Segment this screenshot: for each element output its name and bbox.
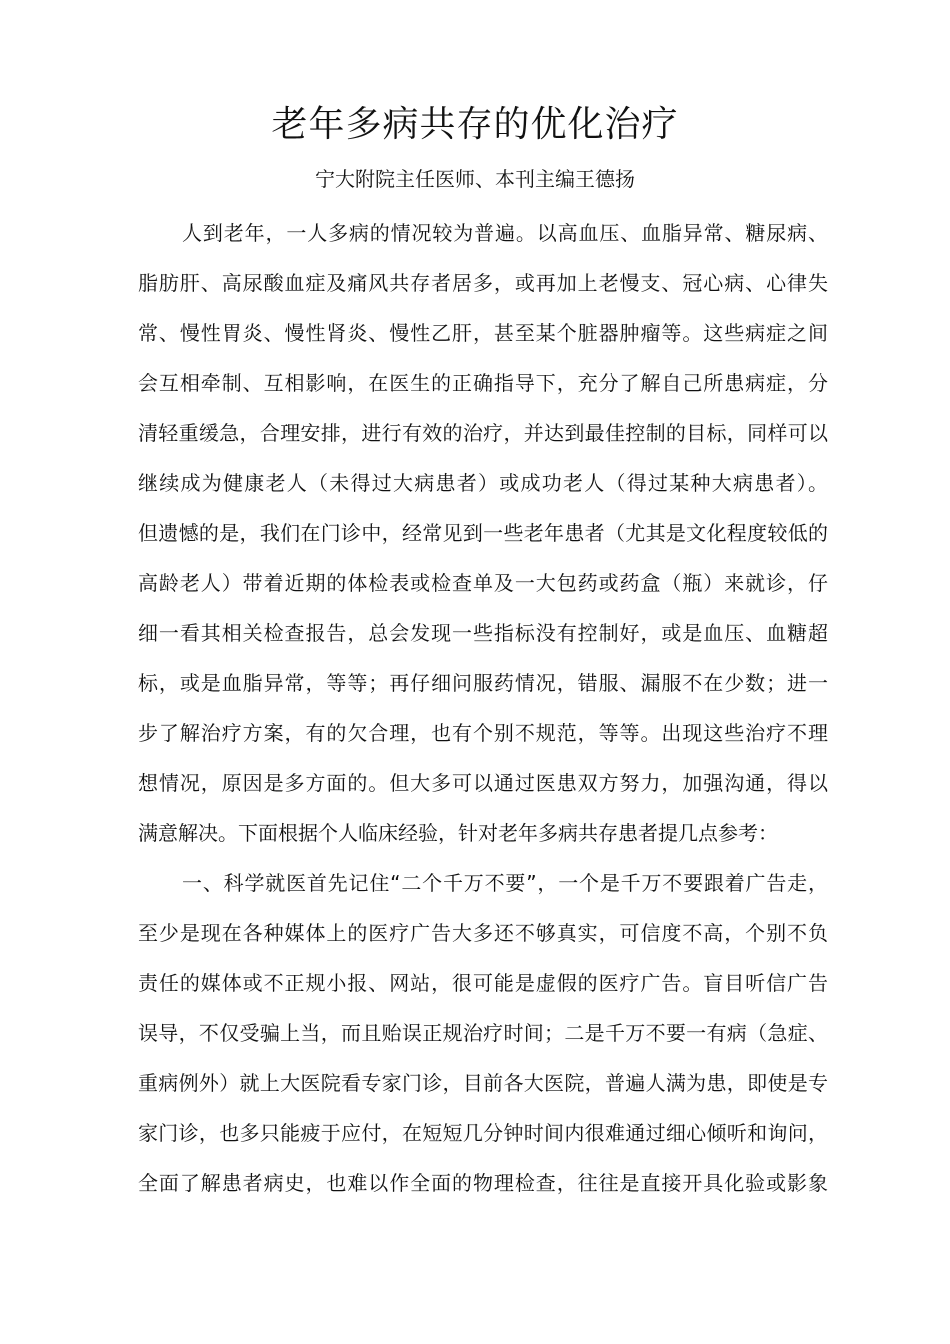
text-line: 清轻重缓急，合理安排，进行有效的治疗，并达到最佳控制的目标，同样可以 bbox=[138, 421, 828, 445]
text-line: 步了解治疗方案，有的欠合理，也有个别不规范，等等。出现这些治疗不理 bbox=[138, 721, 828, 745]
document-body bbox=[138, 208, 828, 1208]
text-line: 常、慢性胃炎、慢性肾炎、慢性乙肝，甚至某个脏器肿瘤等。这些病症之间 bbox=[138, 321, 828, 345]
text-line: 标，或是血脂异常，等等；再仔细问服药情况，错服、漏服不在少数；进一 bbox=[138, 671, 828, 695]
text-line: 误导，不仅受骗上当，而且贻误正规治疗时间；二是千万不要一有病（急症、 bbox=[138, 1021, 828, 1045]
text-line: 全面了解患者病史，也难以作全面的物理检查，往往是直接开具化验或影象 bbox=[138, 1171, 828, 1195]
document-byline: 宁大附院主任医师、本刊主编王德扬 bbox=[315, 167, 635, 191]
text-line: 继续成为健康老人（未得过大病患者）或成功老人（得过某种大病患者）。 bbox=[138, 471, 828, 495]
document-title: 老年多病共存的优化治疗 bbox=[271, 104, 679, 145]
text-line: 会互相牵制、互相影响，在医生的正确指导下，充分了解自己所患病症，分 bbox=[138, 371, 828, 395]
text-line: 想情况，原因是多方面的。但大多可以通过医患双方努力，加强沟通，得以 bbox=[138, 771, 828, 795]
text-line: 重病例外）就上大医院看专家门诊，目前各大医院，普遍人满为患，即使是专 bbox=[138, 1071, 828, 1095]
text-line: 责任的媒体或不正规小报、网站，很可能是虚假的医疗广告。盲目听信广告 bbox=[138, 971, 828, 995]
text-line: 但遗憾的是，我们在门诊中，经常见到一些老年患者（尤其是文化程度较低的 bbox=[138, 521, 828, 545]
text-line: 满意解决。下面根据个人临床经验，针对老年多病共存患者提几点参考： bbox=[138, 821, 778, 845]
paragraph-2 bbox=[138, 858, 828, 1208]
text-line: 人到老年，一人多病的情况较为普遍。以高血压、血脂异常、糖尿病、 bbox=[182, 221, 828, 245]
text-line: 一、科学就医首先记住“二个千万不要”，一个是千万不要跟着广告走， bbox=[182, 871, 828, 895]
text-line: 至少是现在各种媒体上的医疗广告大多还不够真实，可信度不高，个别不负 bbox=[138, 921, 828, 945]
paragraph-1 bbox=[138, 208, 828, 858]
text-line: 脂肪肝、高尿酸血症及痛风共存者居多，或再加上老慢支、冠心病、心律失 bbox=[138, 271, 828, 295]
text-line: 高龄老人）带着近期的体检表或检查单及一大包药或药盒（瓶）来就诊，仔 bbox=[138, 571, 828, 595]
text-line: 细一看其相关检查报告，总会发现一些指标没有控制好，或是血压、血糖超 bbox=[138, 621, 828, 645]
text-line: 家门诊，也多只能疲于应付，在短短几分钟时间内很难通过细心倾听和询问， bbox=[138, 1121, 828, 1145]
